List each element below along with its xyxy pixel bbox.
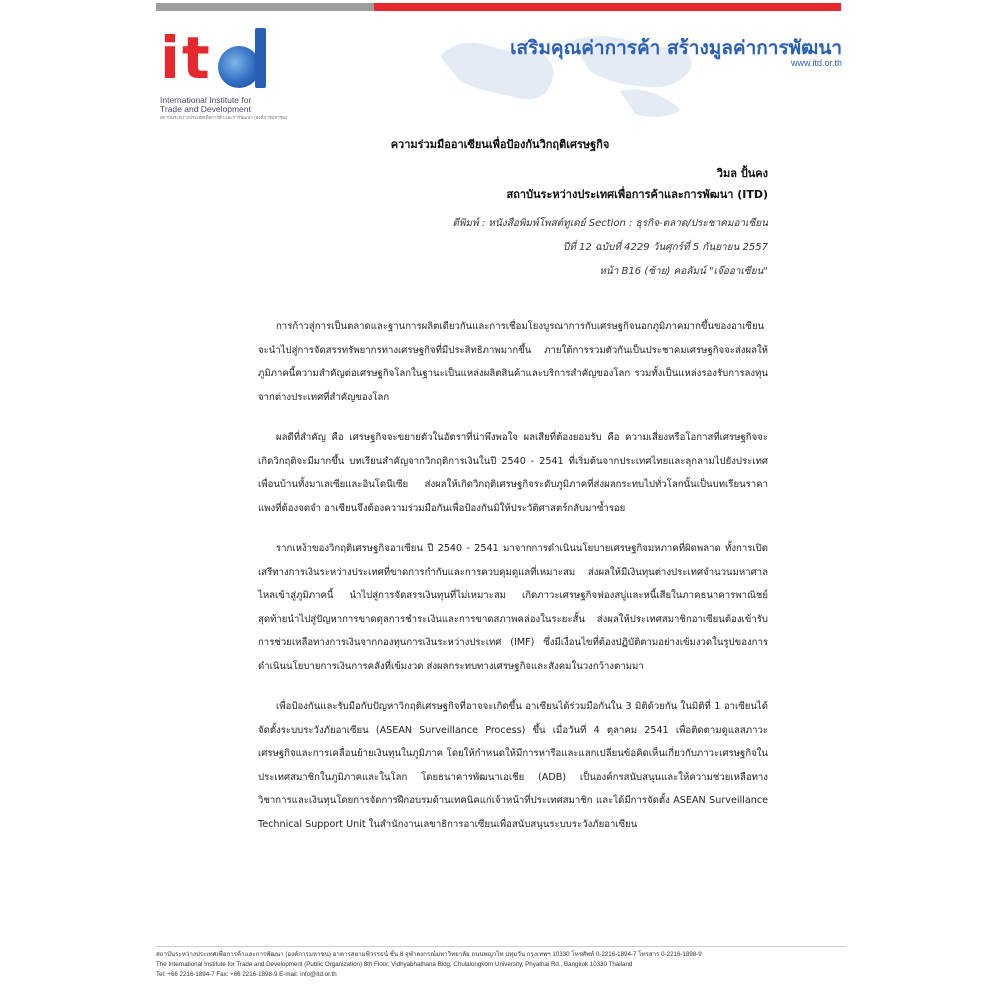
- header-bar-red: [374, 3, 841, 11]
- logo-name-line1: International Institute for: [160, 95, 252, 105]
- source-line: ปีที่ 12 ฉบับที่ 4229 วันศุกร์ที่ 5 กันยายน 2557: [562, 242, 768, 253]
- header-color-bar: [156, 3, 841, 11]
- footer-divider: [156, 946, 846, 947]
- author-organization: สถาบันระหว่างประเทศเพื่อการค้าและการพัฒนา (ITD): [506, 188, 768, 201]
- article-paragraph: ผลดีที่สำคัญ คือ เศรษฐกิจจะขยายตัวในอัตราที่น่าพึงพอใจ ผลเสียที่ต้องยอมรับ คือ ความเสี่ยงหรือโอกาสที่เศรษฐกิจจะเกิดวิกฤติจะมีมากขึ้น บทเรียนสำคัญจากวิกฤติการเงินในปี 2540 - 2541 ที่เริ่มต้นจากประเทศไทยและลุกลามไปยังประเทศเพื่อนบ้านทั้งมาเลเซียและอินโดนีเซีย ส่งผลให้เกิดวิกฤติเศรษฐกิจระดับภูมิภาคที่ส่งผลกระทบไปทั่วโลกนั้นเป็นบทเรียนราคาแพงที่ต้องจดจำ อาเซียนจึงต้องความร่วมมือกันเพื่อป้องกันมิให้ประวัติศาสตร์กลับมาซ้ำรอย: [258, 432, 768, 514]
- author-name: วิมล ปั้นคง: [716, 167, 768, 180]
- source-line: ตีพิมพ์ : หนังสือพิมพ์โพสต์ทูเดย์ Section : ธุรกิจ-ตลาด/ประชาคมอาเซียน: [452, 218, 768, 229]
- header-slogan: เสริมคุณค่าการค้า สร้างมูลค่าการพัฒนา: [510, 37, 842, 59]
- logo-english-name: [160, 96, 280, 114]
- footer-address-thai: สถาบันระหว่างประเทศเพื่อการค้าและการพัฒนา (องค์การมหาชน) อาคารสยามพิวรรธน์ ชั้น 8 จุฬาลงกรณ์มหาวิทยาลัย ถนนพญาไท ปทุมวัน กรุงเทพฯ 10330 โทรศัพท์ 0-2216-1894-7 โทรสาร 0-2216-1898-9: [156, 951, 702, 958]
- article-body: [258, 315, 768, 853]
- footer-address-english: The International Institute for Trade and Development (Public Organization) 8th Floor, Vidhyabhathana Bldg, Chulalongkorn University, Phyathai Rd., Bangkok 10330 Thailand: [156, 961, 633, 968]
- logo-name-line2: Trade and Development: [160, 104, 251, 114]
- article-paragraph: รากเหง้าของวิกฤติเศรษฐกิจอาเซียน ปี 2540 - 2541 มาจากการดำเนินนโยบายเศรษฐกิจมหภาคที่ผิดพลาด ทั้งการเปิดเสรีทางการเงินระหว่างประเทศที่ขาดการกำกับและการควบคุมดูแลที่เหมาะสม ส่งผลให้มีเงินทุนต่างประเทศจำนวนมหาศาลไหลเข้าสู่ภูมิภาคนี้ นำไปสู่การจัดสรรเงินทุนที่ไม่เหมาะสม เกิดภาวะเศรษฐกิจฟองสบู่และหนี้เสียในภาคธนาคารพาณิชย์ สุดท้ายนำไปสู่ปัญหาการขาดดุลการชำระเงินและการขาดสภาพคล่องในระยะสั้น ส่งผลให้ประเทศสมาชิกอาเซียนต้องเข้ารับการช่วยเหลือทางการเงินจากกองทุนการเงินระหว่างประเทศ (IMF) ซึ่งมีเงื่อนไขที่ต้องปฏิบัติตามอย่างเข้มงวดในรูปของการดำเนินนโยบายการเงินการคลังที่เข้มงวด ส่งผลกระทบทางเศรษฐกิจและสังคมในวงกว้างตามมา: [258, 543, 768, 672]
- publication-source: [288, 212, 768, 284]
- itd-logo-mark: [160, 26, 270, 92]
- logo-letter-d-stem: [255, 28, 266, 88]
- logo-letter-i: i: [160, 24, 178, 92]
- footer-contact: Tel: +66 2216-1894-7 Fax: +66 2216-1898-9 E-mail: info@itd.or.th: [156, 971, 337, 978]
- itd-logo: [160, 24, 288, 122]
- globe-icon: [218, 46, 260, 88]
- document-title: ความร่วมมืออาเซียนเพื่อป้องกันวิกฤติเศรษฐกิจ: [390, 138, 610, 151]
- article-paragraph: เพื่อป้องกันและรับมือกับปัญหาวิกฤติเศรษฐกิจที่อาจจะเกิดขึ้น อาเซียนได้ร่วมมือกันใน 3 มิติด้วยกัน ในมิติที่ 1 อาเซียนได้จัดตั้งระบบระวังภัยอาเซียน (ASEAN Surveillance Process) ขึ้น เมื่อวันที่ 4 ตุลาคม 2541 เพื่อติดตามดูแลสภาวะเศรษฐกิจและการเคลื่อนย้ายเงินทุนในภูมิภาค โดยให้กำหนดให้มีการหารือและแลกเปลี่ยนข้อคิดเห็นเกี่ยวกับภาวะเศรษฐกิจในประเทศสมาชิกในภูมิภาคและในโลก โดยธนาคารพัฒนาเอเชีย (ADB) เป็นองค์กรสนับสนุนและให้ความช่วยเหลือทางวิชาการและเงินทุนโดยการจัดการฝึกอบรมด้านเทคนิคแก่เจ้าหน้าที่ประเทศสมาชิก และได้มีการจัดตั้ง ASEAN Surveillance Technical Support Unit ในสำนักงานเลขาธิการอาเซียนเพื่อสนับสนุนระบบระวังภัยอาเซียน: [258, 701, 768, 830]
- header-website[interactable]: www.itd.or.th: [790, 58, 842, 68]
- logo-thai-name: สถาบันระหว่างประเทศเพื่อการค้าและการพัฒนา (องค์การมหาชน): [160, 115, 288, 120]
- logo-letter-t: t: [182, 24, 210, 92]
- source-line: หน้า B16 (ซ้าย) คอลัมน์ "เจ๊ออาเซียน": [599, 266, 768, 277]
- article-paragraph: การก้าวสู่การเป็นตลาดและฐานการผลิตเดียวกันและการเชื่อมโยงบูรณาการกับเศรษฐกิจนอกภูมิภาคมากขึ้นของอาเซียนจะนำไปสู่การจัดสรรทรัพยากรทางเศรษฐกิจที่มีประสิทธิภาพมากขึ้น ภายใต้การรวมตัวกันเป็นประชาคมเศรษฐกิจจะส่งผลให้ภูมิภาคนี้ความสำคัญต่อเศรษฐกิจโลกในฐานะเป็นแหล่งผลิตสินค้าและบริการสำคัญของโลก รวมทั้งเป็นแหล่งรองรับการลงทุนจากต่างประเทศที่สำคัญของโลก: [258, 321, 768, 403]
- header-bar-grey: [156, 3, 374, 11]
- page-footer: [156, 950, 846, 980]
